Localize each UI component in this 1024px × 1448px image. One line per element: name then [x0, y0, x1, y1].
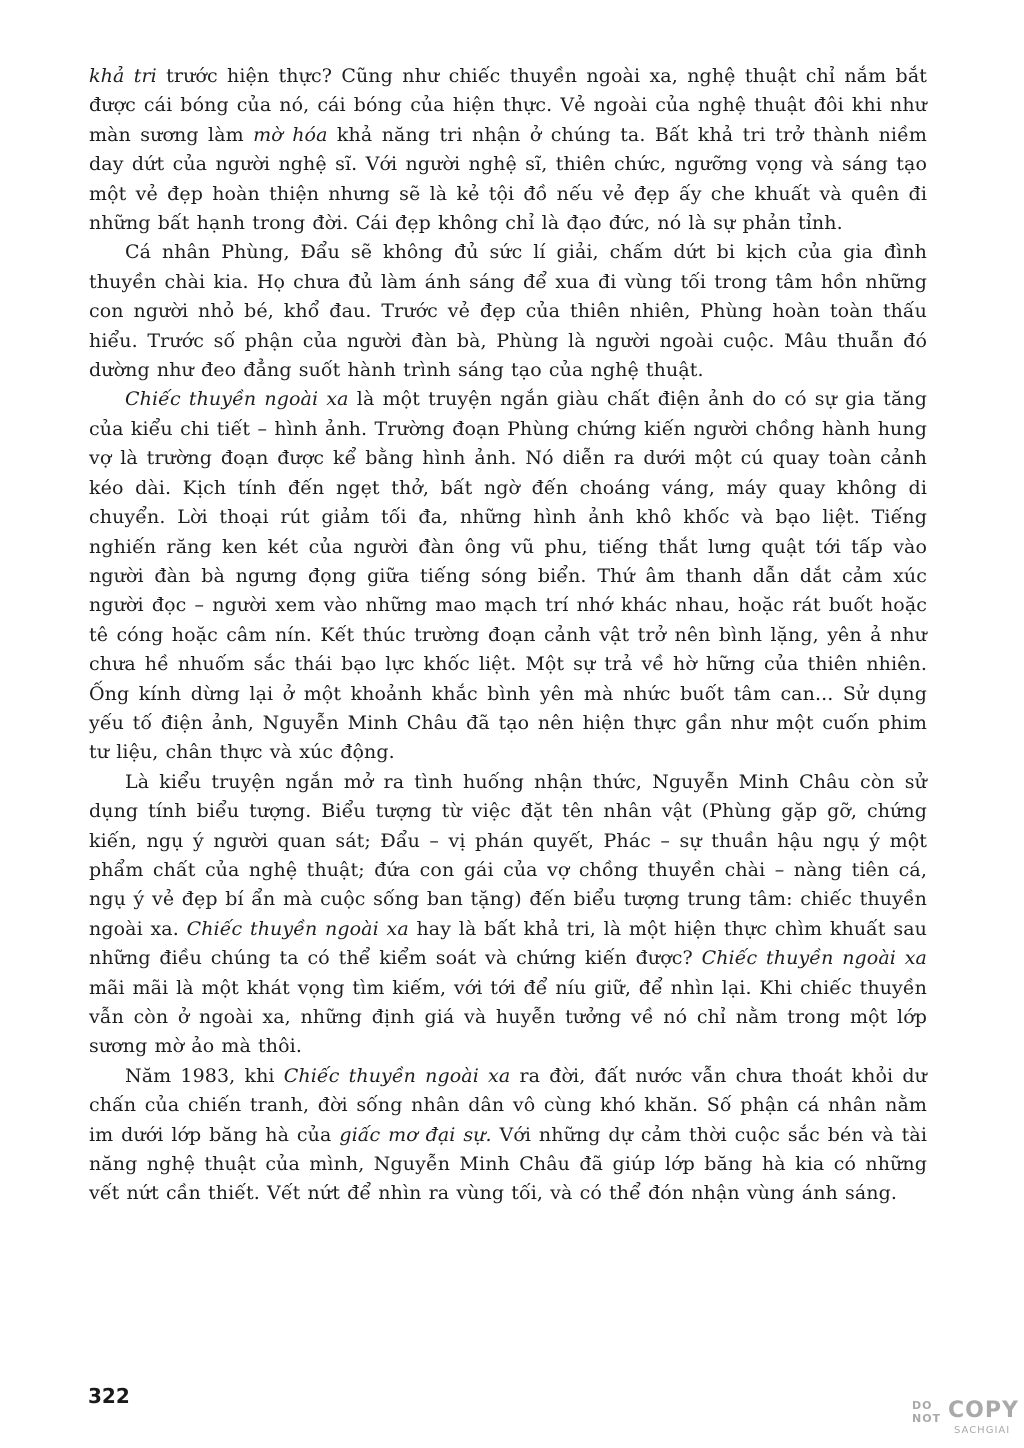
paragraph-1: [89, 62, 927, 238]
paragraph-4-run-1: Là kiểu truyện ngắn mở ra tình huống nhận thức, Nguyễn Minh Châu còn sử dụng tính biểu tượng. Biểu tượng từ việc đặt tên nhân vật (Phùng gặp gỡ, chứng kiến, ngụ ý người quan sát; Đẩu – vị phán quyết, Phác – sự thuần hậu ngụ ý một phẩm chất của nghệ thuật; đứa con gái của vợ chồng thuyền chài – nàng tiên cá, ngụ ý vẻ đẹp bí ẩn mà cuộc sống ban tặng) đến biểu tượng trung tâm: chiếc thuyền ngoài xa.: [89, 770, 927, 940]
watermark-sub: SACHGIAI: [954, 1425, 1011, 1436]
paragraph-5-run-1: Năm 1983, khi: [125, 1064, 284, 1087]
paragraph-4-run-5: mãi mãi là một khát vọng tìm kiếm, với tới để níu giữ, để nhìn lại. Khi chiếc thuyền vẫn còn ở ngoài xa, những định giá và huyễn tưởng về nó chỉ nằm trong một lớp sương mờ ảo mà thôi.: [89, 976, 927, 1058]
paragraph-5-run-2: Chiếc thuyền ngoài xa: [283, 1064, 511, 1087]
paragraph-5-run-4: giấc mơ đại sự.: [339, 1123, 492, 1146]
page-number: 322: [88, 1384, 130, 1408]
page-body: [89, 62, 927, 1209]
paragraph-5: [89, 1062, 927, 1209]
paragraph-1-run-4: khả năng tri nhận ở chúng ta. Bất khả tri trở thành niềm day dứt của người nghệ sĩ. Với người nghệ sĩ, thiên chức, ngưỡng vọng và sáng tạo một vẻ đẹp hoàn thiện nhưng sẽ là kẻ tội đồ nếu vẻ đẹp ấy che khuất và quên đi những bất hạnh trong đời. Cái đẹp không chỉ là đạo đức, nó là sự phản tỉnh.: [89, 123, 927, 235]
paragraph-5-run-5: Với những dự cảm thời cuộc sắc bén và tài năng nghệ thuật của mình, Nguyễn Minh Châu đã giúp lớp băng hà kia có những vết nứt cần thiết. Vết nứt để nhìn ra vùng tối, và có thể đón nhận vùng ánh sáng.: [89, 1123, 928, 1205]
paragraph-2-run-1: Cá nhân Phùng, Đẩu sẽ không đủ sức lí giải, chấm dứt bi kịch của gia đình thuyền chài kia. Họ chưa đủ làm ánh sáng để xua đi vùng tối trong tâm hồn những con người nhỏ bé, khổ đau. Trước vẻ đẹp của thiên nhiên, Phùng hoàn toàn thấu hiểu. Trước số phận của người đàn bà, Phùng là người ngoài cuộc. Mâu thuẫn đó dường như đeo đẳng suốt hành trình sáng tạo của nghệ thuật.: [89, 241, 927, 382]
paragraph-4-run-2: Chiếc thuyền ngoài xa: [186, 917, 409, 940]
watermark-copy: COPY: [948, 1398, 1019, 1423]
paragraph-1-run-1: khả tri: [89, 65, 157, 87]
paragraph-3-run-2: là một truyện ngắn giàu chất điện ảnh do có sự gia tăng của kiểu chi tiết – hình ảnh. Trường đoạn Phùng chứng kiến người chồng hành hung vợ là trường đoạn được kể bằng hình ảnh. Nó diễn ra dưới một cú quay toàn cảnh kéo dài. Kịch tính đến ngẹt thở, bất ngờ đến choáng váng, máy quay không di chuyển. Lời thoại rút giảm tối đa, những hình ảnh khô khốc và bạo liệt. Tiếng nghiến răng ken két của người đàn ông vũ phu, tiếng thắt lưng quật tới tấp vào người đàn bà ngưng đọng giữa tiếng sóng biển. Thứ âm thanh dẫn dắt cảm xúc người đọc – người xem vào những mao mạch trí nhớ khác nhau, hoặc rát buốt hoặc tê cóng hoặc câm nín. Kết thúc trường đoạn cảnh vật trở nên bình lặng, yên ả như chưa hề nhuốm sắc thái bạo lực khốc liệt. Một sự trả về hờ hững của thiên nhiên. Ống kính dừng lại ở một khoảnh khắc bình yên mà nhức buốt tâm can... Sử dụng yếu tố điện ảnh, Nguyễn Minh Châu đã tạo nên hiện thực gần như một cuốn phim tư liệu, chân thực và xúc động.: [89, 388, 927, 764]
paragraph-4: [89, 768, 927, 1062]
paragraph-1-run-2: trước hiện thực? Cũng như chiếc thuyền ngoài xa, nghệ thuật chỉ nắm bắt được cái bóng của nó, cái bóng của hiện thực. Vẻ ngoài của nghệ thuật đôi khi như màn sương làm: [89, 65, 927, 146]
paragraph-1-run-3: mờ hóa: [253, 123, 328, 146]
paragraph-3-run-1: Chiếc thuyền ngoài xa: [125, 388, 349, 411]
paragraph-4-run-4: Chiếc thuyền ngoài xa: [701, 947, 927, 970]
paragraph-2: [89, 238, 927, 385]
paragraph-3: [89, 385, 927, 767]
watermark-not: NOT: [912, 1412, 942, 1425]
watermark-do: DO: [912, 1399, 933, 1412]
watermark-logo: [910, 1398, 1019, 1442]
paragraph-4-run-3: hay là bất khả tri, là một hiện thực chìm khuất sau những điều chúng ta có thể kiểm soát và chứng kiến được?: [89, 917, 927, 970]
paragraph-5-run-3: ra đời, đất nước vẫn chưa thoát khỏi dư chấn của chiến tranh, đời sống nhân dân vô cùng khó khăn. Số phận cá nhân nằm im dưới lớp băng hà của: [89, 1064, 927, 1146]
